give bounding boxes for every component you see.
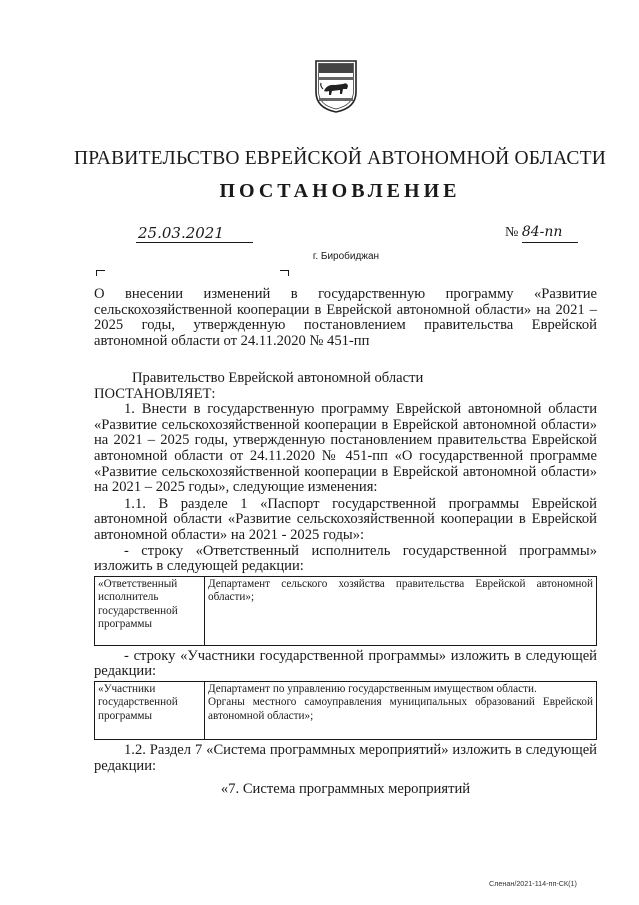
title-corner-right bbox=[280, 270, 289, 276]
section-7-title: «7. Система программных мероприятий bbox=[220, 781, 471, 798]
table-value-cell bbox=[205, 681, 597, 739]
preamble-line: Правительство Еврейской автономной области bbox=[132, 370, 424, 386]
table-row bbox=[95, 681, 597, 739]
title-corner-left bbox=[96, 270, 105, 276]
subject-text: О внесении изменений в государственную программу «Развитие сельскохозяйственной кооперации в Еврейской автономной области» на 2021 – 2025 годы, утвержденную постановлением правительства Еврейской автономной области от 24.11.2020 № 451-пп bbox=[94, 286, 597, 349]
decree-date: 25.03.2021 bbox=[136, 224, 253, 243]
document-type: ПОСТАНОВЛЕНИЕ bbox=[219, 180, 461, 202]
number-sign: № bbox=[505, 225, 519, 240]
table-value-cell: Департамент сельского хозяйства правительства Еврейской автономной области»; bbox=[205, 576, 597, 645]
participants-table bbox=[94, 681, 597, 740]
table-label-cell: «Участники государственной программы bbox=[95, 681, 205, 739]
table-row bbox=[95, 576, 597, 645]
bullet-responsible-executor: - строку «Ответственный исполнитель государственной программы» изложить в следующей редакции: bbox=[94, 542, 597, 575]
item-1-1: 1.1. В разделе 1 «Паспорт государственной программы Еврейской автономной области «Развитие сельскохозяйственной кооперации в Еврейской автономной области» на 2021 - 2025 годы»: bbox=[94, 495, 597, 543]
table-label-cell: «Ответственный исполнитель государственной программы bbox=[95, 576, 205, 645]
participant-line: Органы местного самоуправления муниципальных образований Еврейской автономной области»; bbox=[208, 696, 593, 722]
coat-of-arms-emblem bbox=[313, 58, 359, 114]
decree-body bbox=[94, 371, 597, 798]
item-1: 1. Внести в государственную программу Еврейской автономной области «Развитие сельскохозяйственной кооперации в Еврейской автономной области» на 2021 – 2025 годы, утвержденную постановлением правительства Еврейской автономной области от 24.11.2020 № 451-пп «О государственной программе «Развитие сельскохозяйственной кооперации в Еврейской автономной области» на 2021 – 2025 годы», следующие изменения: bbox=[94, 401, 597, 496]
decree-subject bbox=[94, 287, 597, 349]
decree-number-line bbox=[505, 224, 578, 243]
resolves-heading: ПОСТАНОВЛЯЕТ: bbox=[94, 385, 216, 402]
decree-number: 84-пп bbox=[522, 224, 578, 243]
document-code: Сленан/2021-114-пп-СК(1) bbox=[489, 879, 577, 888]
item-1-2: 1.2. Раздел 7 «Система программных мероприятий» изложить в следующей редакции: bbox=[94, 741, 597, 774]
government-title: ПРАВИТЕЛЬСТВО ЕВРЕЙСКОЙ АВТОНОМНОЙ ОБЛАСТИ bbox=[73, 148, 607, 169]
participant-line: Департамент по управлению государственным имуществом области. bbox=[208, 682, 537, 695]
city-name: г. Биробиджан bbox=[312, 251, 380, 262]
responsible-executor-table bbox=[94, 576, 597, 646]
bullet-participants: - строку «Участники государственной программы» изложить в следующей редакции: bbox=[94, 647, 597, 680]
